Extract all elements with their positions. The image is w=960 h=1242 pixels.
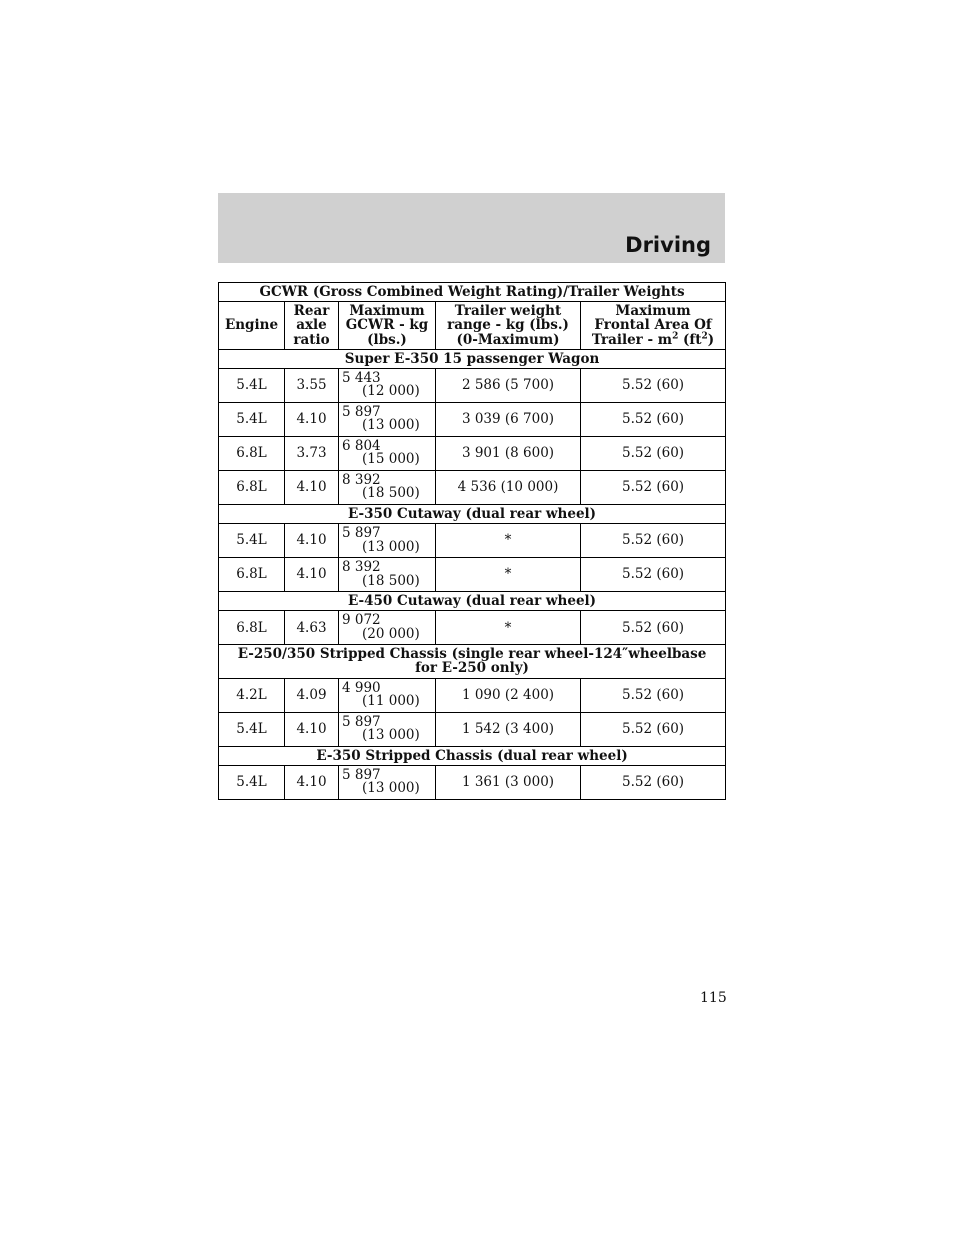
table-row: 5.4L 4.10 5 897 (13 000) * 5.52 (60) xyxy=(219,524,726,558)
table-row: 5.4L 3.55 5 443 (12 000) 2 586 (5 700) 5.52 (60) xyxy=(219,368,726,402)
gcwr-trailer-weights-table xyxy=(218,282,726,800)
table-row: 6.8L 4.10 8 392 (18 500) 4 536 (10 000) 5.52 (60) xyxy=(219,470,726,504)
table-row: 5.4L 4.10 5 897 (13 000) 3 039 (6 700) 5.52 (60) xyxy=(219,402,726,436)
section-title-e250-350-stripped-single: E-250/350 Stripped Chassis (single rear wheel-124″wheelbase for E-250 only) xyxy=(219,645,726,678)
table-row: 6.8L 4.10 8 392 (18 500) * 5.52 (60) xyxy=(219,558,726,592)
column-header-max-frontal-area: Maximum Frontal Area Of Trailer - $m^2$ $(ft^2)$ xyxy=(581,302,726,350)
section-header-band xyxy=(218,193,725,263)
section-title-e450-cutaway: E-450 Cutaway (dual rear wheel) xyxy=(219,592,726,611)
table-row: 4.2L 4.09 4 990 (11 000) 1 090 (2 400) 5.52 (60) xyxy=(219,678,726,712)
column-header-trailer-weight-range: Trailer weight range - kg (lbs.) (0-Maximum) xyxy=(436,302,581,350)
table-row: 6.8L 3.73 6 804 (15 000) 3 901 (8 600) 5.52 (60) xyxy=(219,436,726,470)
table-title: GCWR (Gross Combined Weight Rating)/Trailer Weights xyxy=(219,283,726,302)
section-title-e350-stripped-dual: E-350 Stripped Chassis (dual rear wheel) xyxy=(219,746,726,765)
page-number: 115 xyxy=(700,990,727,1006)
column-header-rear-axle-ratio: Rear axle ratio xyxy=(285,302,339,350)
column-header-max-gcwr: Maximum GCWR - kg (lbs.) xyxy=(339,302,436,350)
section-title: Driving xyxy=(625,233,711,257)
section-title-e350-cutaway: E-350 Cutaway (dual rear wheel) xyxy=(219,504,726,523)
section-title-super-e350-wagon: Super E-350 15 passenger Wagon xyxy=(219,349,726,368)
table-row: 5.4L 4.10 5 897 (13 000) 1 361 (3 000) 5.52 (60) xyxy=(219,765,726,799)
table-row: 5.4L 4.10 5 897 (13 000) 1 542 (3 400) 5.52 (60) xyxy=(219,712,726,746)
table-row: 6.8L 4.63 9 072 (20 000) * 5.52 (60) xyxy=(219,611,726,645)
column-header-engine: Engine xyxy=(219,302,285,350)
